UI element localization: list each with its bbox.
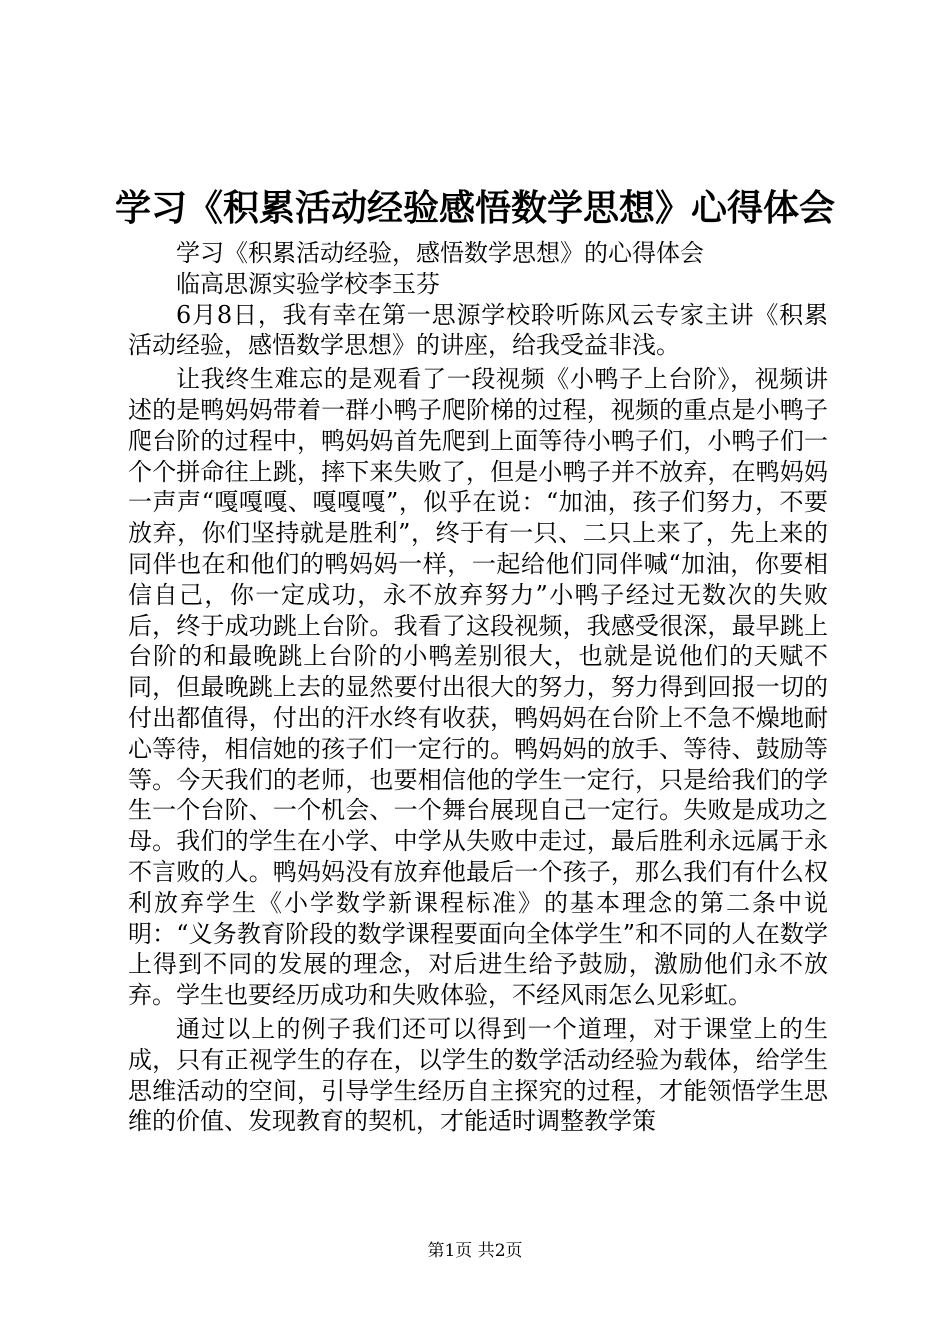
document-title: 学习《积累活动经验感悟数学思想》心得体会 — [114, 188, 835, 229]
page-number-footer: 第1页 共2页 — [427, 1241, 523, 1261]
conclusion-paragraph: 通过以上的例子我们还可以得到一个道理，对于课堂上的生成，只有正视学生的存在，以学生的数学活动经验为载体，给学生思维活动的空间，引导学生经历自主探究的过程，才能领悟学生思维的价值、发现教育的契机，才能适时调整教学策 — [128, 1014, 828, 1136]
intro-paragraph: 6月8日，我有幸在第一思源学校聆听陈风云专家主讲《积累活动经验，感悟数学思想》的讲座，给我受益非浅。 — [128, 300, 828, 360]
story-paragraph: 让我终生难忘的是观看了一段视频《小鸭子上台阶》，视频讲述的是鸭妈妈带着一群小鸭子爬阶梯的过程，视频的重点是小鸭子爬台阶的过程中，鸭妈妈首先爬到上面等待小鸭子们，小鸭子们一个个拼命往上跳，摔下来失败了，但是小鸭子并不放弃，在鸭妈妈一声声“嘎嘎嘎、嘎嘎嘎”，似乎在说：“加油，孩子们努力，不要放弃，你们坚持就是胜利”，终于有一只、二只上来了，先上来的同伴也在和他们的鸭妈妈一样，一起给他们同伴喊“加油，你要相信自己，你一定成功，永不放弃努力”小鸭子经过无数次的失败后，终于成功跳上台阶。我看了这段视频，我感受很深，最早跳上台阶的和最晚跳上台阶的小鸭差别很大，也就是说他们的天赋不同，但最晚跳上去的显然要付出很大的努力，努力得到回报一切的付出都值得，付出的汗水终有收获，鸭妈妈在台阶上不急不燥地耐心等待，相信她的孩子们一定行的。鸭妈妈的放手、等待、鼓励等等。今天我们的老师，也要相信他的学生一定行，只是给我们的学生一个台阶、一个机会、一个舞台展现自己一定行。失败是成功之母。我们的学生在小学、中学从失败中走过，最后胜利永远属于永不言败的人。鸭妈妈没有放弃他最后一个孩子，那么我们有什么权利放弃学生《小学数学新课程标准》的基本理念的第二条中说明：“义务教育阶段的数学课程要面向全体学生”和不同的人在数学上得到不同的发展的理念，对后进生给予鼓励，激励他们永不放弃。学生也要经历成功和失败体验，不经风雨怎么见彩虹。 — [128, 365, 828, 1010]
subtitle-paragraph: 学习《积累活动经验，感悟数学思想》的心得体会 — [176, 239, 704, 267]
author-paragraph: 临高思源实验学校李玉芬 — [176, 269, 440, 298]
document-body — [128, 238, 828, 1137]
